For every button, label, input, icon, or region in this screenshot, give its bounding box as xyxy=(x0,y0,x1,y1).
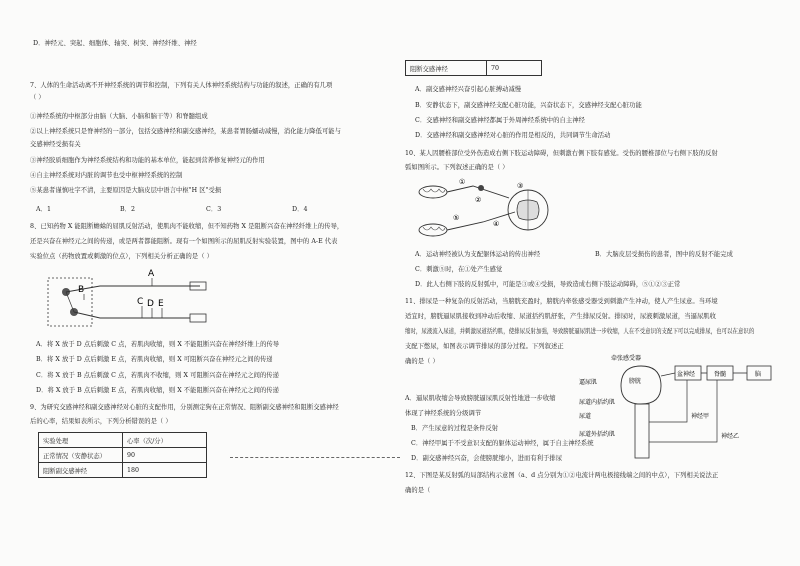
q11-option-c: C．神经甲属于不受意识支配的躯体运动神经，属于自主神经系统 xyxy=(411,440,594,447)
q7-statement-5: ⑤某患者谨慎吐字不清，主要原因是大脑皮层中语言中枢"H 区"受损 xyxy=(30,187,222,194)
q10-line-1: 10、某人因腰椎部位受外伤造成右侧下肢运动障碍，但刺激右侧下肢有感觉。受伤的腰椎部位与右侧下肢的反射 xyxy=(405,150,718,157)
label-5: ⑤ xyxy=(453,214,460,222)
q10-option-d: D．此人右侧下肢的反射弧中，可能是③或④受损，导致造成右侧下肢运动障碍，⑤①②③正常 xyxy=(415,281,681,288)
q7-close: （ ） xyxy=(30,94,45,101)
urethra-tube xyxy=(635,404,649,458)
external-sphincter-label: 尿道外括约肌 xyxy=(579,431,616,438)
q8-option-d: D．将 X 放于 B 点后刺激 E 点，若肌肉收缩，则 X 不能阻断兴奋在神经元之间的传递 xyxy=(36,387,280,394)
q11-option-d: D．副交感神经兴奋，会使膀胱缩小，进而有利于排尿 xyxy=(411,455,563,462)
left-column xyxy=(30,0,400,566)
table-cell: 90 xyxy=(123,448,207,463)
table-row xyxy=(406,61,542,76)
table-cell: 阻断交感神经 xyxy=(406,61,487,76)
nerve-b-label: 神经乙 xyxy=(721,433,740,440)
q8-option-a: A．将 X 放于 D 点后刺激 C 点，若肌肉收缩，则 X 不能阻断兴奋在神经纤维上的传导 xyxy=(36,341,280,348)
table-cell: 实验处理 xyxy=(39,433,123,448)
q8-reflex-figure xyxy=(40,266,210,338)
q8-option-c: C．将 X 放于 B 点后刺激 C 点，若肌肉不收缩，则 X 可阻断兴奋在神经元之间的传递 xyxy=(36,372,279,379)
q11-line-3: 缩时，尿液流入尿道，并刺激尿道括约肌，使排尿反射加强，导致膀胱逼尿肌进一步收缩，人在不受意识的支配下可以完成排尿，也可以在意识的 xyxy=(405,328,755,335)
q7-option-d: D．4 xyxy=(292,206,308,213)
table-cell: 心率（次/分） xyxy=(123,433,207,448)
q7-statement-2b: 交感神经受损有关 xyxy=(30,141,81,148)
label-1: ① xyxy=(459,178,466,186)
q6-option-d: D．神经元、突起、细胞体、轴突、树突、神经纤维、神经 xyxy=(33,40,197,47)
q8-line-1: 8、已知药物 X 能阻断蟾蜍的屈肌反射活动，使肌肉不能收缩，但不知药物 X 是阻断兴奋在神经纤维上的传导， xyxy=(30,223,344,230)
q11-option-a-2: 体现了神经系统的分级调节 xyxy=(405,410,482,417)
brain-label: 脑 xyxy=(755,371,762,378)
table-row xyxy=(39,463,207,478)
point-d-label: D xyxy=(147,299,154,309)
q10-line-2: 弧如图所示。下列叙述正确的是（ ） xyxy=(405,164,509,171)
q9-line-1: 9、为研究交感神经和副交感神经对心脏的支配作用，分别测定狗在正常情况、阻断副交感神经和阻断交感神经 xyxy=(30,404,339,411)
q7-statement-2a: ②以上神经系统只是脊神经的一部分，包括交感神经和副交感神经，某患者胃肠蠕动减慢，消化能力降低可能与 xyxy=(30,128,341,135)
q11-line-1: 11、排尿是一种复杂的反射活动，当膀胱充盈时，膀胱内牵张感受器受到刺激产生冲动，使人产生尿意。当环境 xyxy=(405,298,718,305)
receptor-label: 牵张感受器 xyxy=(611,355,642,362)
q8-line-3: 实验位点（药物放置或刺激的位点），下列相关分析正确的是（ ） xyxy=(30,253,213,260)
table-cell: 180 xyxy=(123,463,207,478)
q9-data-table xyxy=(38,432,207,478)
table-row xyxy=(39,448,207,463)
table-cell: 70 xyxy=(487,61,542,76)
q10-option-b: B．大脑皮层受损伤的患者，图中的反射不能完成 xyxy=(595,251,733,258)
q7-stem: 7、人体的生命活动离不开神经系统的调节和控制，下列有关人体神经系统结构与功能的叙述，正确的有几项 xyxy=(30,82,333,89)
q11-line-2: 适宜时，膀胱逼尿肌接收到冲动后收缩、尿道括约肌舒张，产生排尿反射。排尿时，尿液刺激尿道，当逼尿肌收 xyxy=(405,313,716,320)
q11-line-4: 支配下憋尿，如图表示调节排尿的部分过程。下列叙述正 xyxy=(405,343,564,350)
upper-nerve-label: 盆神经 xyxy=(677,371,696,378)
q11-option-a-1: A．逼尿肌收缩会导致膀胱逼尿肌反射性地进一步收缩 xyxy=(405,395,556,402)
dashed-divider xyxy=(230,457,400,458)
point-c-label: C xyxy=(137,297,144,307)
q11-line-5: 确的是（ ） xyxy=(405,358,439,365)
label-4: ④ xyxy=(493,220,500,228)
q9-option-d: D．交感神经和副交感神经对心脏的作用是相反的，共同调节生命活动 xyxy=(415,132,611,139)
spinal-label: 脊髓 xyxy=(714,371,727,378)
q9-line-2: 后的心率，结果如表所示，下列分析错误的是（ ） xyxy=(30,418,172,425)
point-a-label: A xyxy=(148,269,155,279)
q10-reflex-arc-figure xyxy=(413,176,563,244)
q8-option-b: B．将 X 放于 D 点后刺激 E 点，若肌肉收缩，则 X 可阻断兴奋在神经元之间的传递 xyxy=(36,356,273,363)
label-2: ② xyxy=(475,196,482,204)
detrusor-label: 逼尿肌 xyxy=(579,379,598,386)
right-column xyxy=(405,0,775,566)
point-e-label: E xyxy=(158,299,164,309)
point-b-label: B xyxy=(78,285,85,295)
q7-option-c: C．3 xyxy=(206,206,222,213)
q9-option-a: A．副交感神经兴奋引起心脏搏动减慢 xyxy=(415,86,522,93)
q11-option-b: B．产生尿意的过程是条件反射 xyxy=(411,425,499,432)
nerve-a-label: 神经甲 xyxy=(691,413,710,420)
q9-option-b: B．安静状态下，副交感神经支配心脏功能，兴奋状态下，交感神经支配心脏功能 xyxy=(415,102,642,109)
bladder-shape xyxy=(621,366,661,404)
q12-line-2: 确的是（ xyxy=(405,487,431,494)
q7-option-b: B．2 xyxy=(120,206,136,213)
urethra-label: 尿道 xyxy=(579,413,592,420)
bladder-label: 膀胱 xyxy=(629,378,642,385)
q10-option-c: C．刺激⑤时，在①处产生感觉 xyxy=(415,266,503,273)
q11-urination-diagram xyxy=(577,352,775,460)
q12-line-1: 12、下图是某反射弧的局部结构示意图（a、d 点分别为①②电流计两电极接线端之间的中点），下列相关说法正 xyxy=(405,472,719,479)
label-3: ③ xyxy=(517,182,524,190)
table-cell: 正常情况（安静状态） xyxy=(39,448,123,463)
q7-statement-1: ①神经系统的中枢部分由脑（大脑、小脑和脑干等）和脊髓组成 xyxy=(30,113,208,120)
q7-option-a: A．1 xyxy=(36,206,52,213)
table-row xyxy=(39,433,207,448)
muscle-box xyxy=(190,314,206,322)
table-cell: 阻断副交感神经 xyxy=(39,463,123,478)
q9-table-continued xyxy=(405,60,542,76)
q8-line-2: 还是兴奋在神经元之间的传递，或是两者都能阻断。现有一个如图所示的屈肌反射实验装置，图中的 A-E 代表 xyxy=(30,238,338,245)
q7-statement-3: ③神经胶质细胞作为神经系统结构和功能的基本单位，能起到营养修复神经元的作用 xyxy=(30,157,265,164)
q10-option-a: A．运动神经被认为支配躯体运动的传出神经 xyxy=(415,251,541,258)
internal-sphincter-label: 尿道内括约肌 xyxy=(579,399,616,406)
q9-option-c: C．交感神经和副交感神经都属于外周神经系统中的自主神经 xyxy=(415,117,585,124)
q7-statement-4: ④自主神经系统对内脏的调节也受中枢神经系统的控制 xyxy=(30,172,183,179)
